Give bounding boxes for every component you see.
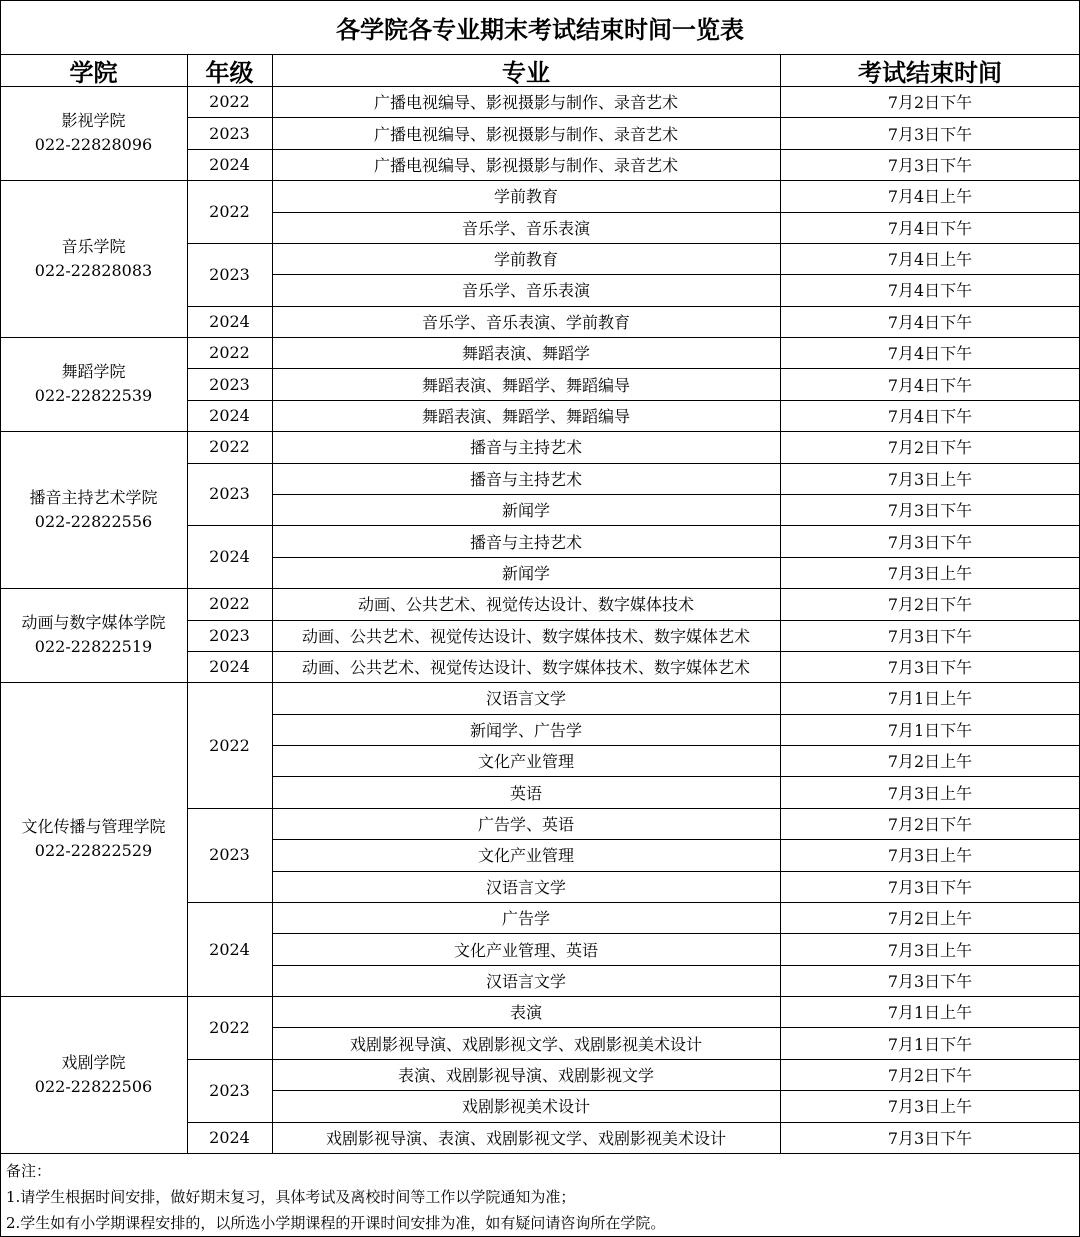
end-time-cell: 7月2日下午 <box>887 438 973 458</box>
end-time-cell: 7月3日上午 <box>887 783 973 803</box>
end-time-cell: 7月3日下午 <box>887 626 973 646</box>
grid-line <box>0 682 1080 683</box>
college-name: 影视学院 <box>61 111 126 131</box>
grid-line <box>187 463 1080 464</box>
college-phone: 022-22828083 <box>34 260 153 280</box>
grade-cell: 2024 <box>209 1127 250 1147</box>
college-phone: 022-22822519 <box>34 637 153 657</box>
major-cell: 汉语言文学 <box>485 971 566 991</box>
end-time-cell: 7月4日上午 <box>887 187 973 207</box>
grid-line <box>272 1090 1080 1091</box>
major-cell: 音乐学、音乐表演 <box>461 281 590 301</box>
college-cell <box>0 431 187 588</box>
grid-line <box>272 212 1080 213</box>
grade-cell: 2023 <box>209 374 250 394</box>
grid-line <box>272 274 1080 275</box>
grid-line <box>187 651 1080 652</box>
end-time-cell: 7月3日上午 <box>887 940 973 960</box>
grade-cell: 2023 <box>209 625 250 645</box>
college-cell <box>0 86 187 180</box>
major-cell: 学前教育 <box>493 187 558 207</box>
end-time-cell: 7月2日下午 <box>887 93 973 113</box>
college-name: 动画与数字媒体学院 <box>21 613 166 633</box>
major-cell: 英语 <box>509 783 542 803</box>
major-cell: 动画、公共艺术、视觉传达设计、数字媒体技术 <box>357 595 694 615</box>
end-time-cell: 7月2日下午 <box>887 1066 973 1086</box>
grade-cell: 2024 <box>209 939 250 959</box>
major-cell: 新闻学 <box>501 501 550 521</box>
end-time-cell: 7月1日上午 <box>887 689 973 709</box>
grid-line <box>0 996 1080 997</box>
grade-cell: 2023 <box>209 123 250 143</box>
grade-cell: 2022 <box>209 343 250 363</box>
end-time-cell: 7月2日下午 <box>887 595 973 615</box>
major-cell: 舞蹈表演、舞蹈学、舞蹈编导 <box>421 375 630 395</box>
major-cell: 广播电视编导、影视摄影与制作、录音艺术 <box>373 124 678 144</box>
college-name: 戏剧学院 <box>61 1052 126 1072</box>
end-time-cell: 7月3日上午 <box>887 1097 973 1117</box>
header-college: 学院 <box>69 58 118 86</box>
grid-line <box>187 1059 1080 1060</box>
major-cell: 播音与主持艺术 <box>469 469 582 489</box>
major-cell: 汉语言文学 <box>485 877 566 897</box>
major-cell: 舞蹈表演、舞蹈学 <box>461 344 590 364</box>
end-time-cell: 7月3日下午 <box>887 501 973 521</box>
grid-line <box>272 776 1080 777</box>
end-time-cell: 7月3日下午 <box>887 1128 973 1148</box>
grid-line <box>0 54 1080 55</box>
end-time-cell: 7月3日下午 <box>887 658 973 678</box>
major-cell: 播音与主持艺术 <box>469 438 582 458</box>
major-cell: 广播电视编导、影视摄影与制作、录音艺术 <box>373 155 678 175</box>
major-cell: 戏剧影视导演、表演、戏剧影视文学、戏剧影视美术设计 <box>325 1128 726 1148</box>
major-cell: 表演、戏剧影视导演、戏剧影视文学 <box>397 1066 654 1086</box>
grid-line <box>272 745 1080 746</box>
major-cell: 汉语言文学 <box>485 689 566 709</box>
grade-cell: 2024 <box>209 547 250 567</box>
end-time-cell: 7月3日下午 <box>887 971 973 991</box>
major-cell: 文化产业管理、英语 <box>453 940 598 960</box>
grid-line <box>272 714 1080 715</box>
major-cell: 舞蹈表演、舞蹈学、舞蹈编导 <box>421 407 630 426</box>
major-cell: 广告学 <box>501 909 550 929</box>
grid-line <box>187 620 1080 621</box>
major-cell: 戏剧影视导演、戏剧影视文学、戏剧影视美术设计 <box>349 1034 702 1054</box>
major-cell: 表演 <box>509 1003 542 1023</box>
grid-line <box>0 588 1080 589</box>
grid-line <box>187 243 1080 244</box>
end-time-cell: 7月3日下午 <box>887 124 973 144</box>
grid-line <box>0 0 1080 1</box>
note-item-2: 2.学生如有小学期课程安排的，以所选小学期课程的开课时间安排为准，如有疑问请咨询所在学院。 <box>6 1214 666 1232</box>
college-cell <box>0 588 187 682</box>
grid-line <box>187 902 1080 903</box>
grid-line <box>0 431 1080 432</box>
end-time-cell: 7月2日上午 <box>887 909 973 929</box>
college-phone: 022-22828096 <box>34 135 153 155</box>
end-time-cell: 7月2日下午 <box>887 814 973 834</box>
grade-cell: 2024 <box>209 657 250 677</box>
end-time-cell: 7月1日上午 <box>887 1003 973 1023</box>
major-cell: 学前教育 <box>493 250 558 270</box>
college-name: 播音主持艺术学院 <box>29 487 158 507</box>
college-name: 文化传播与管理学院 <box>21 817 166 837</box>
note-item-1: 1.请学生根据时间安排，做好期末复习，具体考试及离校时间等工作以学院通知为准； <box>6 1188 576 1206</box>
major-cell: 音乐学、音乐表演 <box>461 218 590 238</box>
college-cell <box>0 682 187 996</box>
header-major: 专业 <box>502 58 550 86</box>
major-cell: 新闻学 <box>501 563 550 583</box>
major-cell: 广播电视编导、影视摄影与制作、录音艺术 <box>373 93 678 113</box>
grade-cell: 2022 <box>209 92 250 112</box>
end-time-cell: 7月4日下午 <box>887 281 973 301</box>
college-cell <box>0 337 187 431</box>
grid-line <box>187 808 1080 809</box>
end-time-cell: 7月1日下午 <box>887 720 973 740</box>
grade-cell: 2024 <box>209 406 250 425</box>
major-cell: 文化产业管理 <box>477 752 574 772</box>
end-time-cell: 7月3日上午 <box>887 563 973 583</box>
end-time-cell: 7月4日下午 <box>887 312 973 332</box>
college-cell <box>0 180 187 337</box>
end-time-cell: 7月4日下午 <box>887 344 973 364</box>
college-name: 音乐学院 <box>61 236 126 256</box>
end-time-cell: 7月4日下午 <box>887 407 973 426</box>
grid-line <box>187 525 1080 526</box>
grid-line <box>0 337 1080 338</box>
major-cell: 动画、公共艺术、视觉传达设计、数字媒体技术、数字媒体艺术 <box>301 626 750 646</box>
end-time-cell: 7月4日下午 <box>887 218 973 238</box>
grid-line <box>0 1153 1080 1154</box>
end-time-cell: 7月3日下午 <box>887 532 973 552</box>
major-cell: 新闻学、广告学 <box>469 720 582 740</box>
header-end-time: 考试结束时间 <box>858 58 1002 86</box>
major-cell: 音乐学、音乐表演、学前教育 <box>421 312 630 332</box>
grid-line <box>187 117 1080 118</box>
grid-line <box>272 494 1080 495</box>
end-time-cell: 7月3日上午 <box>887 469 973 489</box>
grade-cell: 2023 <box>209 484 250 504</box>
grade-cell: 2023 <box>209 264 250 284</box>
notes-section <box>6 1158 1074 1236</box>
grade-cell: 2024 <box>209 154 250 174</box>
major-cell: 文化产业管理 <box>477 846 574 866</box>
grade-cell: 2022 <box>209 202 250 222</box>
table-title: 各学院各专业期末考试结束时间一览表 <box>336 15 744 44</box>
grade-cell: 2022 <box>209 594 250 614</box>
grade-cell: 2023 <box>209 1080 250 1100</box>
grid-line <box>272 965 1080 966</box>
major-cell: 广告学、英语 <box>477 814 574 834</box>
college-phone: 022-22822529 <box>34 841 153 861</box>
college-cell <box>0 996 187 1153</box>
grid-line <box>0 180 1080 181</box>
grid-line <box>187 400 1080 401</box>
college-phone: 022-22822556 <box>34 511 153 531</box>
college-phone: 022-22822539 <box>34 386 153 406</box>
grade-cell: 2022 <box>209 437 250 457</box>
header-grade: 年级 <box>205 58 254 86</box>
major-cell: 播音与主持艺术 <box>469 532 582 552</box>
grid-line <box>272 871 1080 872</box>
grid-line <box>272 933 1080 934</box>
grade-cell: 2024 <box>209 311 250 331</box>
grid-line <box>187 1122 1080 1123</box>
grid-line <box>272 557 1080 558</box>
grade-cell: 2022 <box>209 735 250 755</box>
end-time-cell: 7月3日下午 <box>887 155 973 175</box>
end-time-cell: 7月1日下午 <box>887 1034 973 1054</box>
college-name: 舞蹈学院 <box>61 362 126 382</box>
notes-heading: 备注： <box>6 1162 52 1180</box>
grade-cell: 2023 <box>209 845 250 865</box>
grid-line <box>187 149 1080 150</box>
college-phone: 022-22822506 <box>34 1076 153 1096</box>
grid-line <box>272 839 1080 840</box>
end-time-cell: 7月4日下午 <box>887 375 973 395</box>
grid-line <box>272 1027 1080 1028</box>
end-time-cell: 7月3日上午 <box>887 846 973 866</box>
grade-cell: 2022 <box>209 1017 250 1037</box>
end-time-cell: 7月2日上午 <box>887 752 973 772</box>
grid-line <box>187 306 1080 307</box>
end-time-cell: 7月4日上午 <box>887 250 973 270</box>
major-cell: 动画、公共艺术、视觉传达设计、数字媒体技术、数字媒体艺术 <box>301 658 750 678</box>
grid-line <box>187 368 1080 369</box>
major-cell: 戏剧影视美术设计 <box>461 1097 590 1117</box>
end-time-cell: 7月3日下午 <box>887 877 973 897</box>
